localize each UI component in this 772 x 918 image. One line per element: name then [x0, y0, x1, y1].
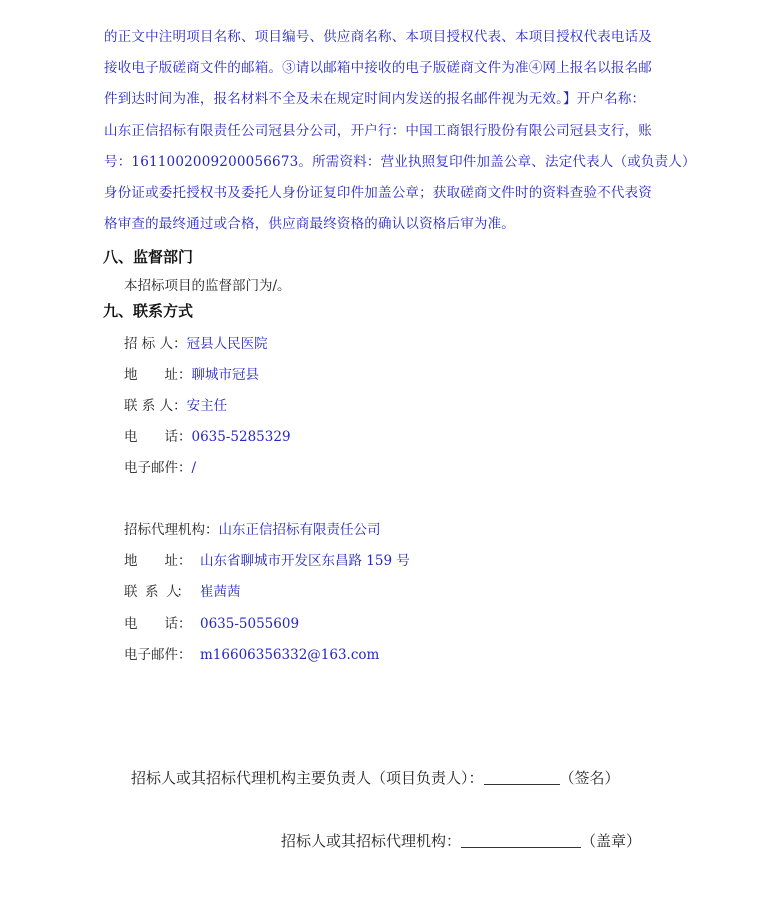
notice-line: 身份证或委托授权书及委托人身份证复印件加盖公章；获取磋商文件时的资料查验不代表资	[104, 185, 652, 202]
seal-blank	[461, 833, 581, 848]
field-label: 电 话：	[124, 429, 192, 445]
agency-name: 山东正信招标有限责任公司	[218, 522, 381, 538]
field-label: 电 话：	[124, 616, 192, 632]
signature-label: 招标人或其招标代理机构主要负责人（项目负责人）：	[131, 769, 484, 787]
seal-suffix: （盖章）	[581, 832, 642, 850]
purchaser-address-row	[124, 363, 259, 383]
signature-line	[131, 767, 620, 788]
purchaser-name-row	[124, 332, 268, 352]
notice-line: 号：1611002009200056673。所需资料：营业执照复印件加盖公章、法定代表人（或负责人）	[104, 153, 696, 170]
purchaser-phone-row	[124, 425, 291, 445]
agency-phone: 0635-5055609	[200, 616, 300, 632]
purchaser-contact-row	[124, 394, 227, 414]
section-9-heading: 九、联系方式	[103, 302, 194, 320]
field-label: 地 址：	[124, 553, 192, 569]
field-label: 电子邮件：	[124, 460, 192, 476]
agency-name-row	[124, 518, 381, 538]
notice-line: 山东正信招标有限责任公司冠县分公司，开户行：中国工商银行股份有限公司冠县支行，账	[104, 122, 652, 139]
seal-label: 招标人或其招标代理机构：	[281, 832, 462, 850]
field-label: 招 标 人：	[124, 336, 187, 352]
purchaser-email-row	[124, 456, 196, 476]
agency-email-row	[124, 643, 379, 663]
purchaser-address: 聊城市冠县	[191, 367, 259, 383]
agency-address-row	[124, 549, 410, 569]
signature-suffix: （签名）	[559, 769, 620, 787]
field-label: 联 系 人：	[124, 398, 187, 414]
notice-line: 格审查的最终通过或合格，供应商最终资格的确认以资格后审为准。	[104, 216, 515, 233]
agency-contact-row	[124, 580, 241, 600]
agency-email: m16606356332@163.com	[200, 647, 380, 663]
field-label: 招标代理机构：	[124, 522, 219, 538]
supervision-text: 本招标项目的监督部门为/。	[124, 278, 291, 294]
purchaser-name: 冠县人民医院	[186, 336, 268, 352]
agency-contact: 崔茜茜	[200, 584, 241, 600]
notice-paragraph	[104, 22, 696, 240]
notice-line: 件到达时间为准，报名材料不全及未在规定时间内发送的报名邮件视为无效。】开户名称：	[104, 91, 646, 108]
agency-address: 山东省聊城市开发区东昌路 159 号	[200, 553, 410, 569]
purchaser-contact: 安主任	[186, 398, 228, 414]
field-label: 联 系 人：	[124, 584, 187, 600]
section-8-heading: 八、监督部门	[103, 248, 194, 266]
notice-line: 接收电子版磋商文件的邮箱。③请以邮箱中接收的电子版磋商文件为准④网上报名以报名邮	[104, 60, 652, 77]
purchaser-email: /	[191, 460, 197, 476]
purchaser-phone: 0635-5285329	[191, 429, 291, 445]
field-label: 电子邮件：	[124, 647, 192, 663]
signature-blank	[484, 770, 560, 785]
agency-phone-row	[124, 612, 299, 632]
field-label: 地 址：	[124, 367, 192, 383]
notice-line: 的正文中注明项目名称、项目编号、供应商名称、本项目授权代表、本项目授权代表电话及	[104, 29, 652, 45]
seal-line	[281, 830, 641, 851]
